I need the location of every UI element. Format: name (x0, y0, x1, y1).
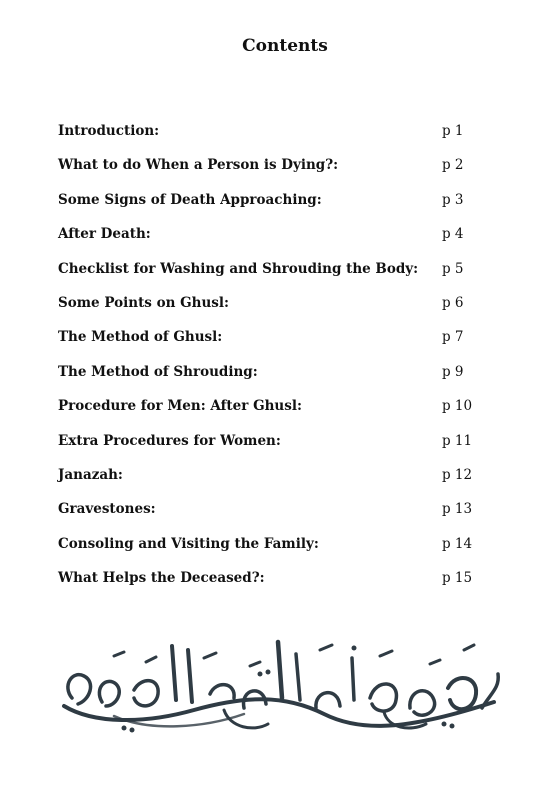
toc-entry-page: p 2 (442, 157, 464, 174)
toc-entry-label: What to do When a Person is Dying?: (58, 157, 339, 174)
toc-entry (58, 465, 488, 499)
toc-entry-page: p 9 (442, 363, 464, 380)
toc-entry-page: p 10 (442, 398, 473, 415)
toc-entry-label: The Method of Shrouding: (58, 363, 258, 380)
toc-entry-label: Extra Procedures for Women: (58, 432, 281, 449)
toc-entry-page: p 4 (442, 226, 464, 243)
toc-entry (58, 534, 488, 568)
toc-entry-label: Gravestones: (58, 501, 156, 518)
toc-entry (58, 499, 488, 533)
toc-entry-page: p 13 (442, 501, 473, 518)
toc-entry-label: Some Signs of Death Approaching: (58, 191, 322, 208)
toc-entry-label: After Death: (58, 226, 151, 243)
toc-entry (58, 293, 488, 327)
toc-entry-label: Checklist for Washing and Shrouding the Body: (58, 260, 419, 277)
toc-entry (58, 568, 488, 602)
toc-entry-page: p 1 (442, 123, 464, 139)
arabic-calligraphy-image (54, 628, 506, 738)
page-title: Contents (242, 36, 328, 56)
table-of-contents (58, 121, 488, 602)
toc-entry-label: Consoling and Visiting the Family: (58, 535, 319, 552)
toc-entry-label: Janazah: (58, 466, 123, 483)
toc-entry-label: The Method of Ghusl: (58, 329, 223, 346)
toc-entry-page: p 3 (442, 191, 464, 208)
toc-entry (58, 431, 488, 465)
toc-entry (58, 362, 488, 396)
toc-entry-page: p 11 (442, 432, 473, 449)
toc-entry-label: Introduction: (58, 123, 160, 139)
toc-entry (58, 396, 488, 430)
toc-entry-label: What Helps the Deceased?: (58, 570, 265, 587)
toc-entry (58, 259, 488, 293)
toc-entry-label: Some Points on Ghusl: (58, 294, 229, 311)
toc-entry-page: p 14 (442, 535, 473, 552)
toc-entry (58, 190, 488, 224)
toc-entry-page: p 5 (442, 260, 464, 277)
toc-entry-page: p 6 (442, 294, 464, 311)
toc-entry-page: p 7 (442, 329, 464, 346)
toc-entry (58, 224, 488, 258)
toc-entry (58, 121, 488, 155)
toc-entry-label: Procedure for Men: After Ghusl: (58, 398, 302, 415)
toc-entry (58, 327, 488, 361)
toc-entry (58, 155, 488, 189)
toc-entry-page: p 15 (442, 570, 473, 587)
toc-entry-page: p 12 (442, 466, 473, 483)
